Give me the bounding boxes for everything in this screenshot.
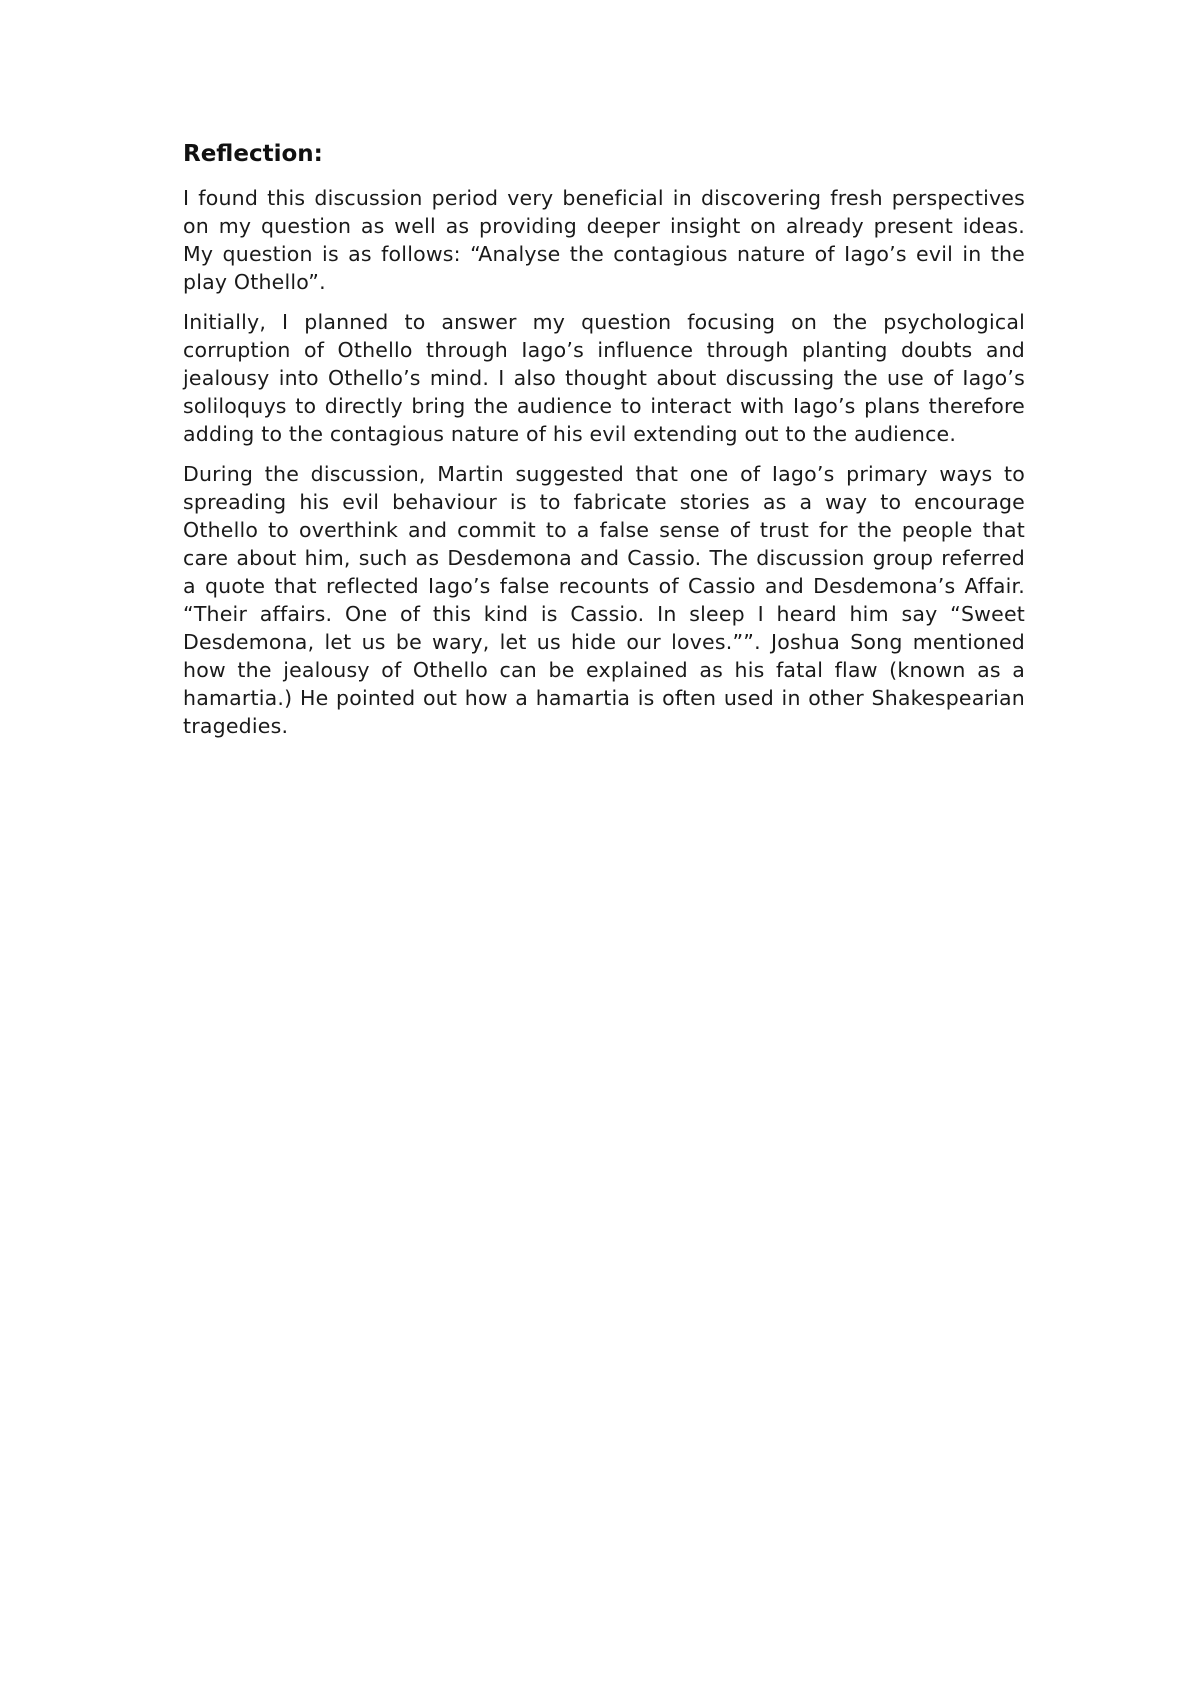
paragraph-initial-plan: Initially, I planned to answer my question focusing on the psychological corruption of Othello through Iago’s influence through planting doubts and jealousy into Othello’s mind. I also thought about discussing the use of Iago’s soliloquys to directly bring the audience to interact with Iago’s plans therefore adding to the contagious nature of his evil extending out to the audience. [183, 309, 1025, 446]
paragraph-discussion: During the discussion, Martin suggested that one of Iago’s primary ways to spreading his evil behaviour is to fabricate stories as a way to encourage Othello to overthink and commit to a false sense of trust for the people that care about him, such as Desdemona and Cassio. The discussion group referred a quote that reflected Iago’s false recounts of Cassio and Desdemona’s Affair. “Their affairs. One of this kind is Cassio. In sleep I heard him say “Sweet Desdemona, let us be wary, let us hide our loves.””. Joshua Song mentioned how the jealousy of Othello can be explained as his fatal flaw (known as a hamartia.) He pointed out how a hamartia is often used in other Shakespearian tragedies. [183, 461, 1025, 738]
document-body [183, 140, 1025, 752]
reflection-heading: Reflection: [183, 141, 323, 167]
paragraph-intro: I found this discussion period very beneficial in discovering fresh perspectives on my question as well as providing deeper insight on already present ideas. My question is as follows: “Analyse the contagious nature of Iago’s evil in the play Othello”. [183, 185, 1025, 294]
